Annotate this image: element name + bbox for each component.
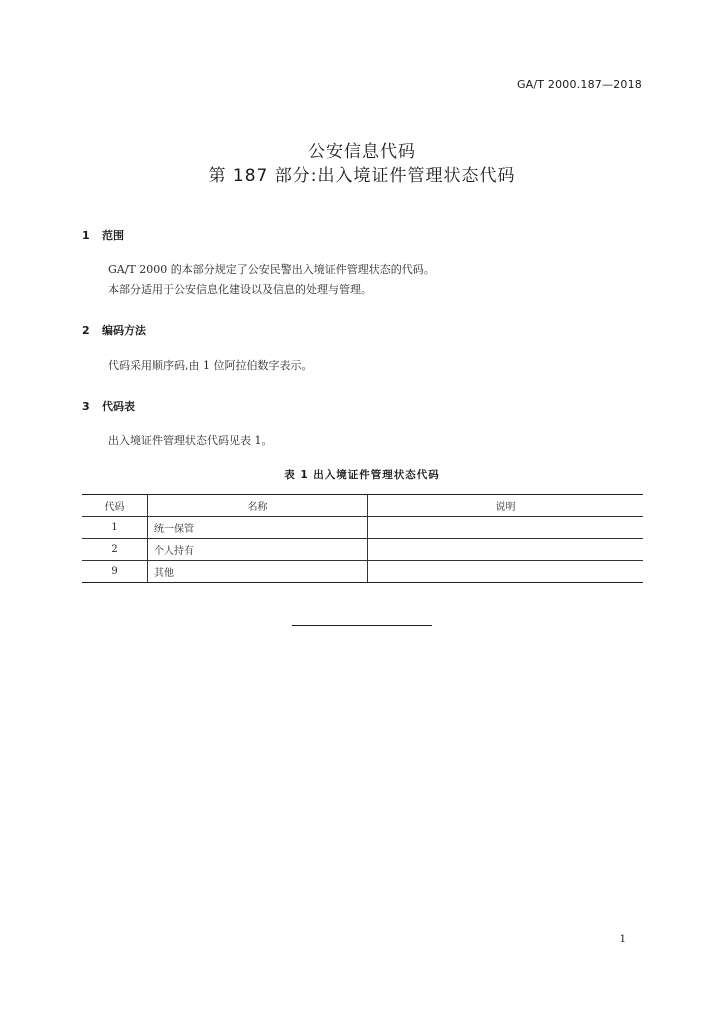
section-number: 1 xyxy=(82,229,90,242)
cell-description xyxy=(368,517,644,539)
cell-name: 统一保管 xyxy=(148,517,368,539)
page-number: 1 xyxy=(619,934,626,945)
section-title: 编码方法 xyxy=(102,324,146,337)
title-main: 公安信息代码 xyxy=(308,142,416,162)
section-heading-coding-method xyxy=(82,322,146,338)
paragraph: 出入境证件管理状态代码见表 1。 xyxy=(108,434,273,447)
table-header-row xyxy=(82,495,643,517)
column-header-name: 名称 xyxy=(148,495,368,517)
code-table xyxy=(82,494,643,583)
table-caption: 表 1 出入境证件管理状态代码 xyxy=(284,469,440,481)
table-row xyxy=(82,561,643,583)
paragraph: 本部分适用于公安信息化建设以及信息的处理与管理。 xyxy=(108,283,372,296)
end-of-document-rule xyxy=(292,625,432,626)
cell-code: 2 xyxy=(82,539,148,561)
standard-code: GA/T 2000.187—2018 xyxy=(516,78,642,91)
section-body-code-table xyxy=(108,431,273,451)
cell-name: 其他 xyxy=(148,561,368,583)
section-title: 范围 xyxy=(102,229,124,242)
section-body-scope xyxy=(108,260,435,300)
cell-name: 个人持有 xyxy=(148,539,368,561)
table-row xyxy=(82,517,643,539)
cell-description xyxy=(368,561,644,583)
cell-description xyxy=(368,539,644,561)
section-heading-code-table xyxy=(82,398,135,414)
section-title: 代码表 xyxy=(102,400,135,413)
paragraph: 代码采用顺序码,由 1 位阿拉伯数字表示。 xyxy=(108,359,313,372)
cell-code: 9 xyxy=(82,561,148,583)
section-number: 2 xyxy=(82,324,90,337)
paragraph: GA/T 2000 的本部分规定了公安民警出入境证件管理状态的代码。 xyxy=(108,263,435,276)
section-heading-scope xyxy=(82,227,124,243)
section-number: 3 xyxy=(82,400,90,413)
section-body-coding-method xyxy=(108,356,313,376)
column-header-code: 代码 xyxy=(82,495,148,517)
cell-code: 1 xyxy=(82,517,148,539)
column-header-description: 说明 xyxy=(368,495,644,517)
table-row xyxy=(82,539,643,561)
title-sub: 第 187 部分:出入境证件管理状态代码 xyxy=(208,166,516,186)
document-title xyxy=(0,140,724,188)
